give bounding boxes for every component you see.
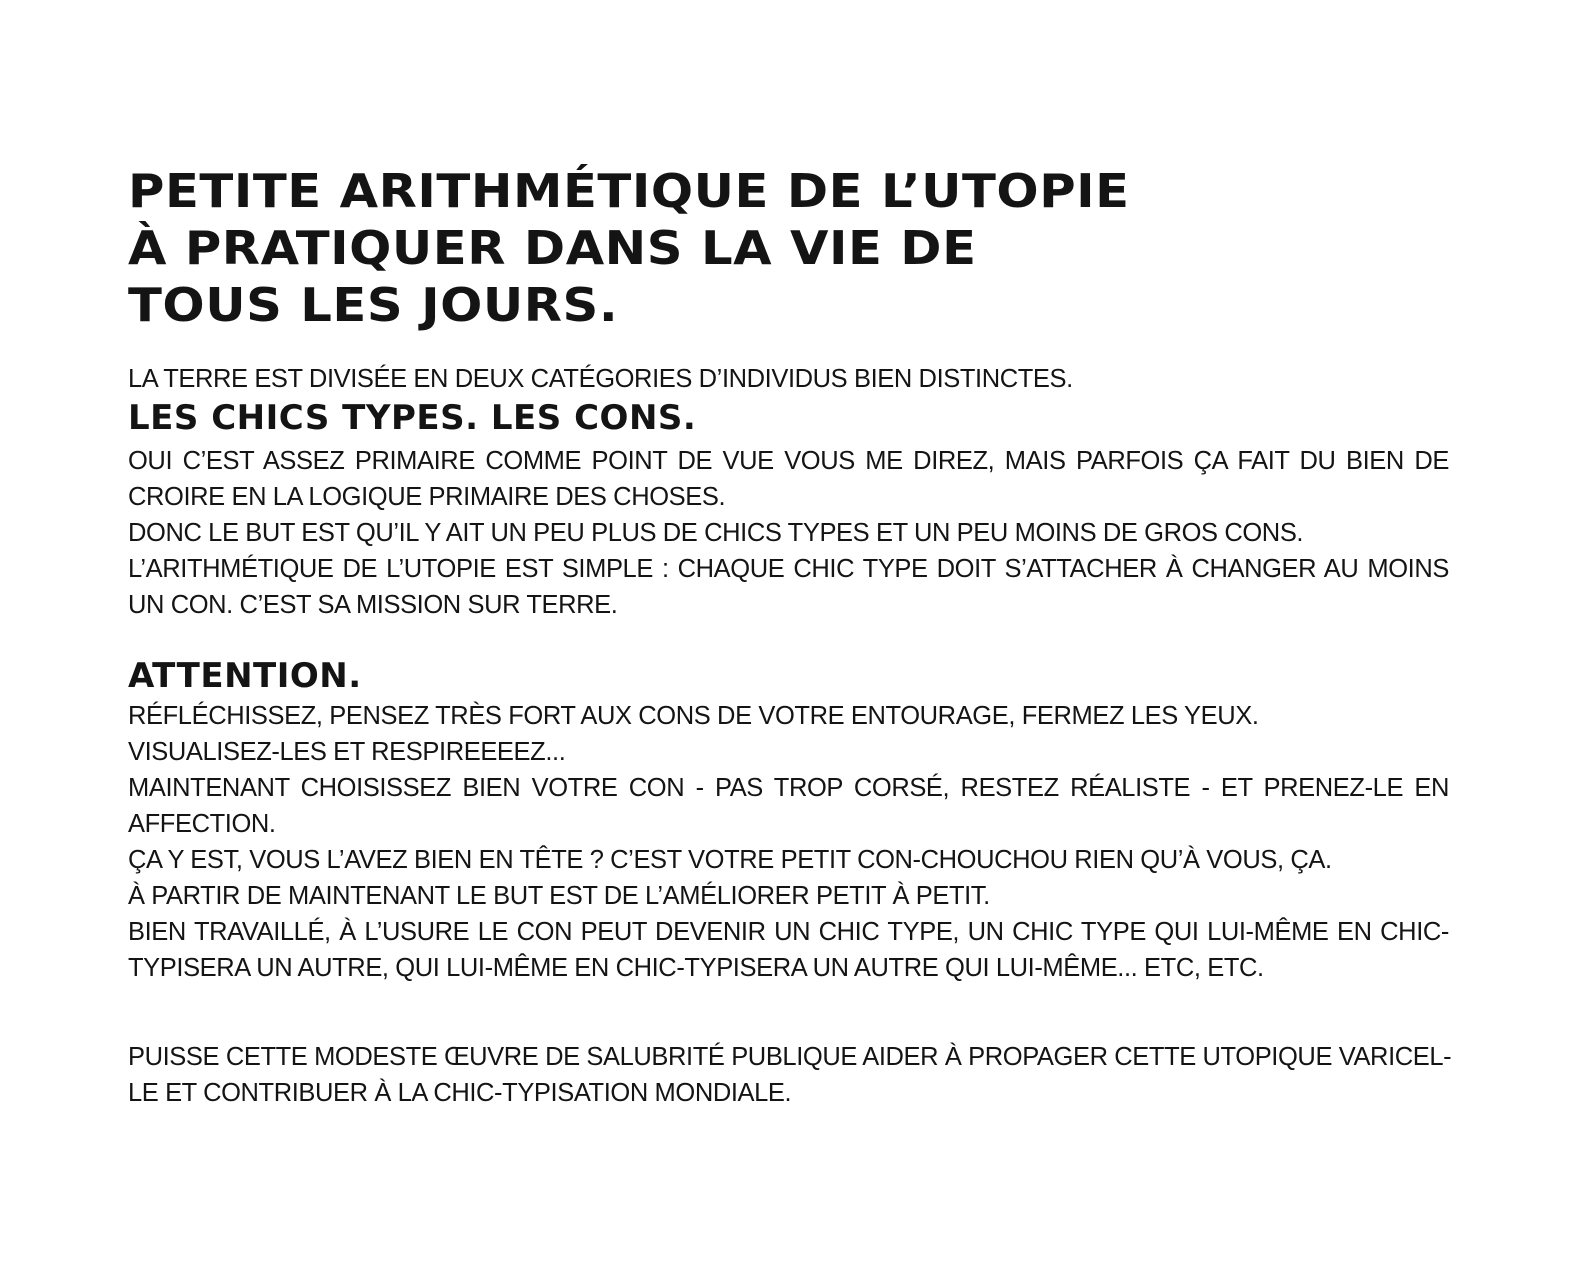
section1-line-3: DONC LE BUT EST QU’IL Y AIT UN PEU PLUS DE CHICS TYPES ET UN PEU MOINS DE GROS CONS.	[128, 519, 1304, 547]
closing-line-1: PUISSE CETTE MODESTE ŒUVRE DE SALUBRITÉ PUBLIQUE AIDER À PROPAGER CETTE UTOPIQUE VARICEL-	[128, 1043, 1452, 1071]
page-title	[128, 163, 1130, 334]
section2-line-4: AFFECTION.	[128, 810, 276, 838]
section1-line-5: UN CON. C’EST SA MISSION SUR TERRE.	[128, 591, 618, 619]
intro-paragraph: LA TERRE EST DIVISÉE EN DEUX CATÉGORIES D’INDIVIDUS BIEN DISTINCTES.	[128, 365, 1073, 393]
section2-line-7: BIEN TRAVAILLÉ, À L’USURE LE CON PEUT DEVENIR UN CHIC TYPE, UN CHIC TYPE QUI LUI-MÊME EN CHIC-	[128, 918, 1449, 946]
title-line-3: TOUS LES JOURS.	[128, 278, 619, 332]
section2-line-5: ÇA Y EST, VOUS L’AVEZ BIEN EN TÊTE ? C’EST VOTRE PETIT CON-CHOUCHOU RIEN QU’À VOUS, ÇA.	[128, 846, 1332, 874]
section2-line-3: MAINTENANT CHOISISSEZ BIEN VOTRE CON - PAS TROP CORSÉ, RESTEZ RÉALISTE - ET PRENEZ-LE EN	[128, 774, 1449, 802]
section2-line-1: RÉFLÉCHISSEZ, PENSEZ TRÈS FORT AUX CONS DE VOTRE ENTOURAGE, FERMEZ LES YEUX.	[128, 702, 1259, 730]
section1-line-4: L’ARITHMÉTIQUE DE L’UTOPIE EST SIMPLE : CHAQUE CHIC TYPE DOIT S’ATTACHER À CHANGER AU MOINS	[128, 555, 1449, 583]
section1-line-2: CROIRE EN LA LOGIQUE PRIMAIRE DES CHOSES.	[128, 483, 726, 511]
section1-line-1: OUI C’EST ASSEZ PRIMAIRE COMME POINT DE VUE VOUS ME DIREZ, MAIS PARFOIS ÇA FAIT DU BIEN DE	[128, 447, 1449, 475]
section-heading-chics-types: LES CHICS TYPES. LES CONS.	[128, 398, 697, 438]
section2-line-2: VISUALISEZ-LES ET RESPIREEEEZ...	[128, 738, 566, 766]
section2-line-8: TYPISERA UN AUTRE, QUI LUI-MÊME EN CHIC-TYPISERA UN AUTRE QUI LUI-MÊME... ETC, ETC.	[128, 954, 1264, 982]
closing-line-2: LE ET CONTRIBUER À LA CHIC-TYPISATION MONDIALE.	[128, 1079, 792, 1107]
section-heading-attention: ATTENTION.	[128, 656, 362, 696]
section2-line-6: À PARTIR DE MAINTENANT LE BUT EST DE L’AMÉLIORER PETIT À PETIT.	[128, 882, 990, 910]
title-line-1: PETITE ARITHMÉTIQUE DE L’UTOPIE	[128, 164, 1130, 218]
title-line-2: À PRATIQUER DANS LA VIE DE	[128, 221, 977, 275]
